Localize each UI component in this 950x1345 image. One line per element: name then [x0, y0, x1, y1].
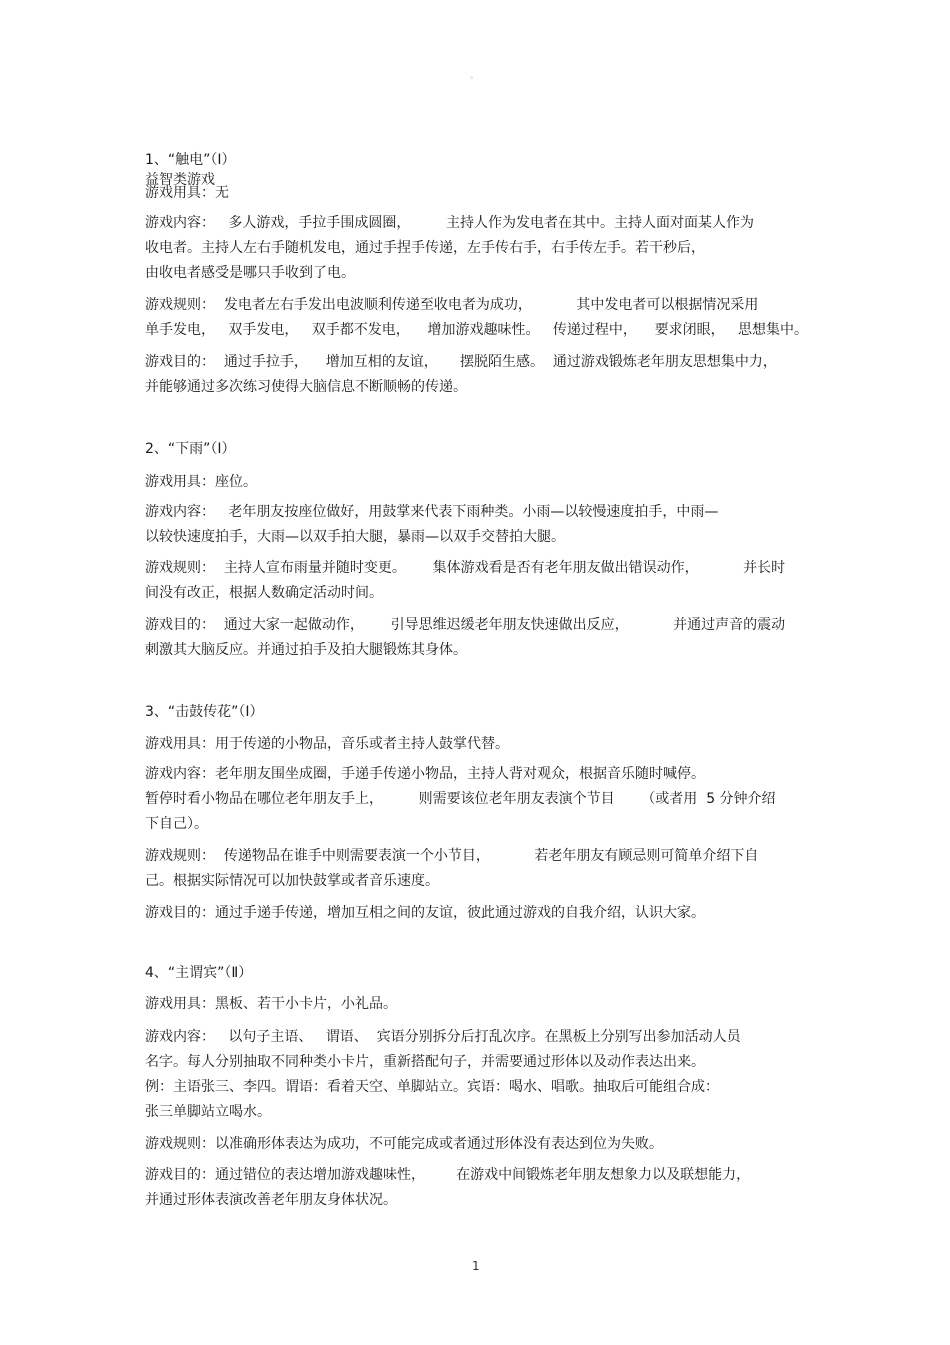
- paragraph-line: 由收电者感受是哪只手收到了电。: [145, 265, 355, 281]
- paragraph: [145, 293, 825, 343]
- paragraph: [145, 350, 825, 400]
- paragraph: [145, 211, 825, 286]
- page-number: 1: [472, 1259, 480, 1273]
- paragraph: [145, 762, 825, 837]
- header-mark: 。: [470, 71, 478, 80]
- paragraph-line: 游戏用具：无: [145, 185, 229, 201]
- paragraph: [145, 732, 825, 757]
- paragraph-line: 下自己）。: [145, 816, 208, 832]
- paragraph-line: 并通过形体表演改善老年朋友身体状况。: [145, 1192, 397, 1208]
- section-heading: 3、“击鼓传花”（Ⅰ）: [145, 704, 264, 720]
- paragraph-line: 游戏规则： 主持人宣布雨量并随时变更。 集体游戏看是否有老年朋友做出错误动作， 并长时: [145, 560, 786, 576]
- paragraph-line: 刺激其大脑反应。并通过拍手及拍大腿锻炼其身体。: [145, 642, 467, 658]
- paragraph-line: 游戏内容： 多人游戏，手拉手围成圆圈， 主持人作为发电者在其中。主持人面对面某人作为: [145, 215, 754, 231]
- paragraph-line: 游戏规则：以准确形体表达为成功，不可能完成或者通过形体没有表达到位为失败。: [145, 1136, 663, 1152]
- paragraph-line: 游戏目的：通过手递手传递，增加互相之间的友谊，彼此通过游戏的自我介绍，认识大家。: [145, 905, 705, 921]
- paragraph-line: 游戏用具：座位。: [145, 474, 257, 490]
- paragraph-line: 游戏内容：老年朋友围坐成圈，手递手传递小物品，主持人背对观众，根据音乐随时喊停。: [145, 766, 705, 782]
- section-heading: 1、“触电”（Ⅰ）: [145, 152, 236, 168]
- paragraph-line: 张三单脚站立喝水。: [145, 1104, 271, 1120]
- paragraph: [145, 556, 825, 606]
- paragraph-line: 游戏用具：用于传递的小物品，音乐或者主持人鼓掌代替。: [145, 736, 509, 752]
- paragraph: [145, 470, 825, 495]
- paragraph: [145, 1163, 825, 1213]
- paragraph-line: 以较快速度拍手，大雨—以双手拍大腿，暴雨—以双手交替拍大腿。: [145, 529, 565, 545]
- section-heading: 4、“主谓宾”（Ⅱ）: [145, 965, 253, 981]
- paragraph: [145, 1025, 825, 1125]
- paragraph: [145, 500, 825, 550]
- paragraph-line: 暂停时看小物品在哪位老年朋友手上， 则需要该位老年朋友表演个节目 （或者用 5 分钟介绍: [145, 791, 776, 807]
- paragraph-line: 例：主语张三、李四。谓语：看着天空、单脚站立。宾语：喝水、唱歌。抽取后可能组合成：: [145, 1079, 719, 1095]
- document-title-text: 益智类游戏: [145, 172, 215, 188]
- paragraph: [145, 901, 825, 926]
- paragraph-line: 游戏内容： 以句子主语、 谓语、 宾语分别拆分后打乱次序。在黑板上分别写出参加活动人员: [145, 1029, 741, 1045]
- section-heading: 2、“下雨”（Ⅰ）: [145, 441, 236, 457]
- paragraph-line: 名字。每人分别抽取不同种类小卡片，重新搭配句子，并需要通过形体以及动作表达出来。: [145, 1054, 705, 1070]
- paragraph-line: 并能够通过多次练习使得大脑信息不断顺畅的传递。: [145, 379, 467, 395]
- paragraph: [145, 1132, 825, 1157]
- paragraph-line: 游戏内容： 老年朋友按座位做好，用鼓掌来代表下雨种类。小雨—以较慢速度拍手，中雨—: [145, 504, 719, 520]
- paragraph-line: 收电者。主持人左右手随机发电，通过手捏手传递，左手传右手，右手传左手。若干秒后，: [145, 240, 705, 256]
- paragraph: [145, 844, 825, 894]
- paragraph-line: 游戏规则： 发电者左右手发出电波顺利传递至收电者为成功， 其中发电者可以根据情况采用: [145, 297, 759, 313]
- paragraph-line: 单手发电， 双手发电， 双手都不发电， 增加游戏趣味性。 传递过程中， 要求闭眼， 思想集中。: [145, 322, 809, 338]
- paragraph-line: 己。根据实际情况可以加快鼓掌或者音乐速度。: [145, 873, 439, 889]
- paragraph: [145, 992, 825, 1017]
- paragraph: [145, 181, 825, 206]
- paragraph-line: 游戏规则： 传递物品在谁手中则需要表演一个小节目， 若老年朋友有顾忌则可简单介绍下自: [145, 848, 759, 864]
- paragraph: [145, 613, 825, 663]
- paragraph-line: 游戏用具：黑板、若干小卡片，小礼品。: [145, 996, 397, 1012]
- paragraph-line: 间没有改正，根据人数确定活动时间。: [145, 585, 383, 601]
- paragraph-line: 游戏目的： 通过大家一起做动作， 引导思维迟缓老年朋友快速做出反应， 并通过声音的震动: [145, 617, 786, 633]
- paragraph-line: 游戏目的： 通过手拉手， 增加互相的友谊， 摆脱陌生感。 通过游戏锻炼老年朋友思想集中力，: [145, 354, 777, 370]
- paragraph-line: 游戏目的：通过错位的表达增加游戏趣味性， 在游戏中间锻炼老年朋友想象力以及联想能力，: [145, 1167, 751, 1183]
